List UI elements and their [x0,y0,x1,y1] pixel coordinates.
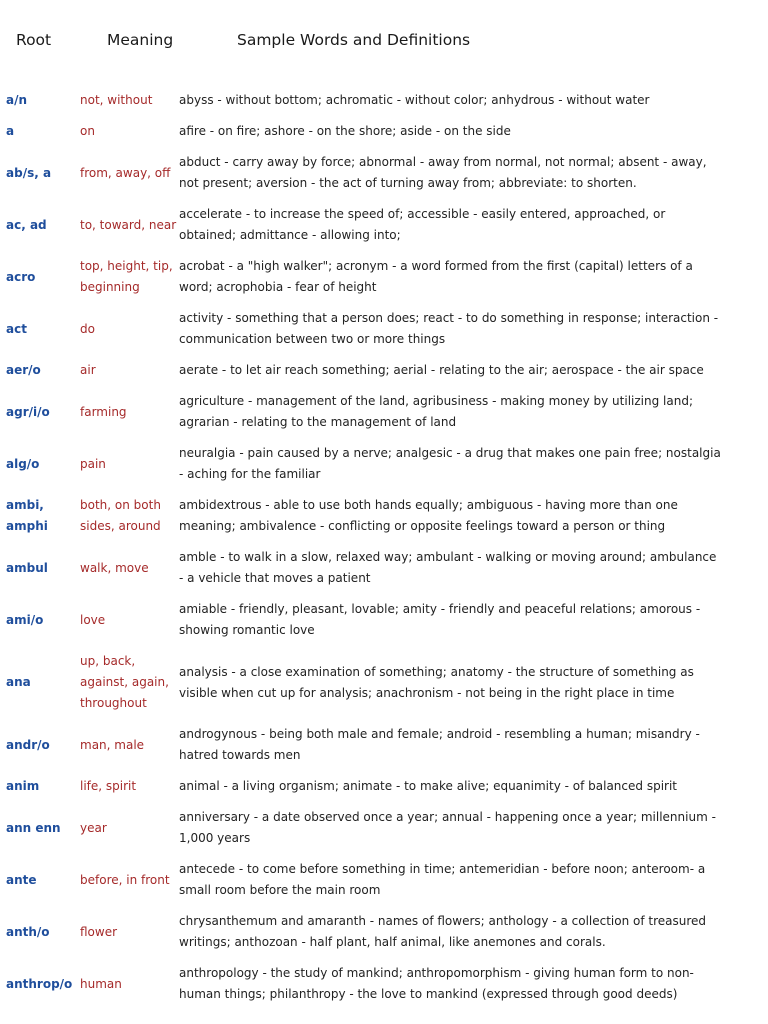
meaning-cell: do [80,321,95,336]
samples-cell: neuralgia - pain caused by a nerve; analgesic - a drug that makes one pain free; nostalgia - aching for the familiar [179,446,721,481]
table-row [0,443,768,485]
table-row [0,963,768,1005]
root-cell: alg/o [6,456,40,471]
samples-cell: agriculture - management of the land, agribusiness - making money by utilizing land; agrarian - relating to the management of land [179,394,693,429]
root-cell: ami/o [6,612,44,627]
meaning-cell: to, toward, near [80,217,177,232]
table-row [0,859,768,901]
samples-cell: aerate - to let air reach something; aerial - relating to the air; aerospace - the air space [179,363,704,377]
samples-cell: androgynous - being both male and female; android - resembling a human; misandry - hatred towards men [179,727,700,762]
root-cell: ambul [6,560,48,575]
root-cell: ambi, amphi [6,498,48,533]
root-cell: act [6,321,27,336]
meaning-cell: pain [80,456,106,471]
samples-cell: abduct - carry away by force; abnormal - away from normal, not normal; absent - away, not present; aversion - the act of turning away from; abbreviate: to shorten. [179,155,707,190]
samples-cell: abyss - without bottom; achromatic - without color; anhydrous - without water [179,93,650,107]
meaning-cell: air [80,363,96,377]
meaning-cell: year [80,820,107,835]
meaning-cell: up, back, against, again, throughout [80,654,169,710]
root-cell: agr/i/o [6,404,50,419]
table-header [0,31,768,53]
meaning-cell: flower [80,924,118,939]
table-row [0,724,768,766]
samples-cell: accelerate - to increase the speed of; accessible - easily entered, approached, or obtained; admittance - allowing into; [179,207,666,242]
root-cell: a/n [6,93,28,107]
meaning-cell: top, height, tip, beginning [80,259,173,294]
meaning-cell: walk, move [80,560,149,575]
meaning-cell: on [80,124,95,138]
root-cell: ann enn [6,820,61,835]
table-row [0,651,768,714]
header-meaning: Meaning [107,31,174,49]
meaning-cell: life, spirit [80,779,137,793]
root-cell: a [6,124,15,138]
root-cell: ana [6,675,31,689]
table-row [0,360,768,381]
samples-cell: afire - on fire; ashore - on the shore; aside - on the side [179,124,511,138]
root-cell: ab/s, a [6,165,52,180]
table-row [0,911,768,953]
meaning-cell: human [80,976,122,991]
root-cell: anthrop/o [6,976,73,991]
meaning-cell: before, in front [80,872,170,887]
meaning-cell: love [80,612,106,627]
samples-cell: acrobat - a "high walker"; acronym - a word formed from the first (capital) letters of a word; acrophobia - fear of height [179,259,693,294]
samples-cell: antecede - to come before something in time; antemeridian - before noon; anteroom- a small room before the main room [179,862,706,897]
root-cell: ante [6,872,37,887]
roots-table [0,90,768,1015]
samples-cell: ambidextrous - able to use both hands equally; ambiguous - having more than one meaning; ambivalence - conflicting or opposite feelings toward a person or thing [179,498,678,533]
meaning-cell: not, without [80,93,153,107]
header-samples: Sample Words and Definitions [237,31,471,49]
table-row [0,308,768,350]
meaning-cell: man, male [80,737,145,752]
samples-cell: amiable - friendly, pleasant, lovable; amity - friendly and peaceful relations; amorous - showing romantic love [179,602,701,637]
table-row [0,495,768,537]
meaning-cell: farming [80,404,127,419]
meaning-cell: from, away, off [80,165,171,180]
table-row [0,256,768,298]
table-row [0,547,768,589]
table-row [0,807,768,849]
root-cell: ac, ad [6,217,47,232]
samples-cell: chrysanthemum and amaranth - names of flowers; anthology - a collection of treasured writings; anthozoan - half plant, half animal, like anemones and corals. [179,914,707,949]
table-row [0,121,768,142]
root-cell: acro [6,269,36,284]
root-cell: andr/o [6,737,50,752]
table-row [0,90,768,111]
table-row [0,776,768,797]
header-root: Root [16,31,52,49]
root-cell: anth/o [6,924,50,939]
root-cell: aer/o [6,363,41,377]
samples-cell: anniversary - a date observed once a year; annual - happening once a year; millennium - 1,000 years [179,810,716,845]
table-row [0,599,768,641]
samples-cell: amble - to walk in a slow, relaxed way; ambulant - walking or moving around; ambulance - a vehicle that moves a patient [179,550,717,585]
table-row [0,152,768,194]
meaning-cell: both, on both sides, around [80,498,161,533]
table-row [0,391,768,433]
samples-cell: activity - something that a person does; react - to do something in response; interaction - communication between two or more things [179,311,719,346]
samples-cell: anthropology - the study of mankind; anthropomorphism - giving human form to non-human things; philanthropy - the love to mankind (expressed through good deeds) [179,966,694,1001]
samples-cell: analysis - a close examination of something; anatomy - the structure of something as visible when cut up for analysis; anachronism - not being in the right place in time [179,664,694,700]
root-cell: anim [6,779,40,793]
table-row [0,204,768,246]
samples-cell: animal - a living organism; animate - to make alive; equanimity - of balanced spirit [179,779,677,793]
